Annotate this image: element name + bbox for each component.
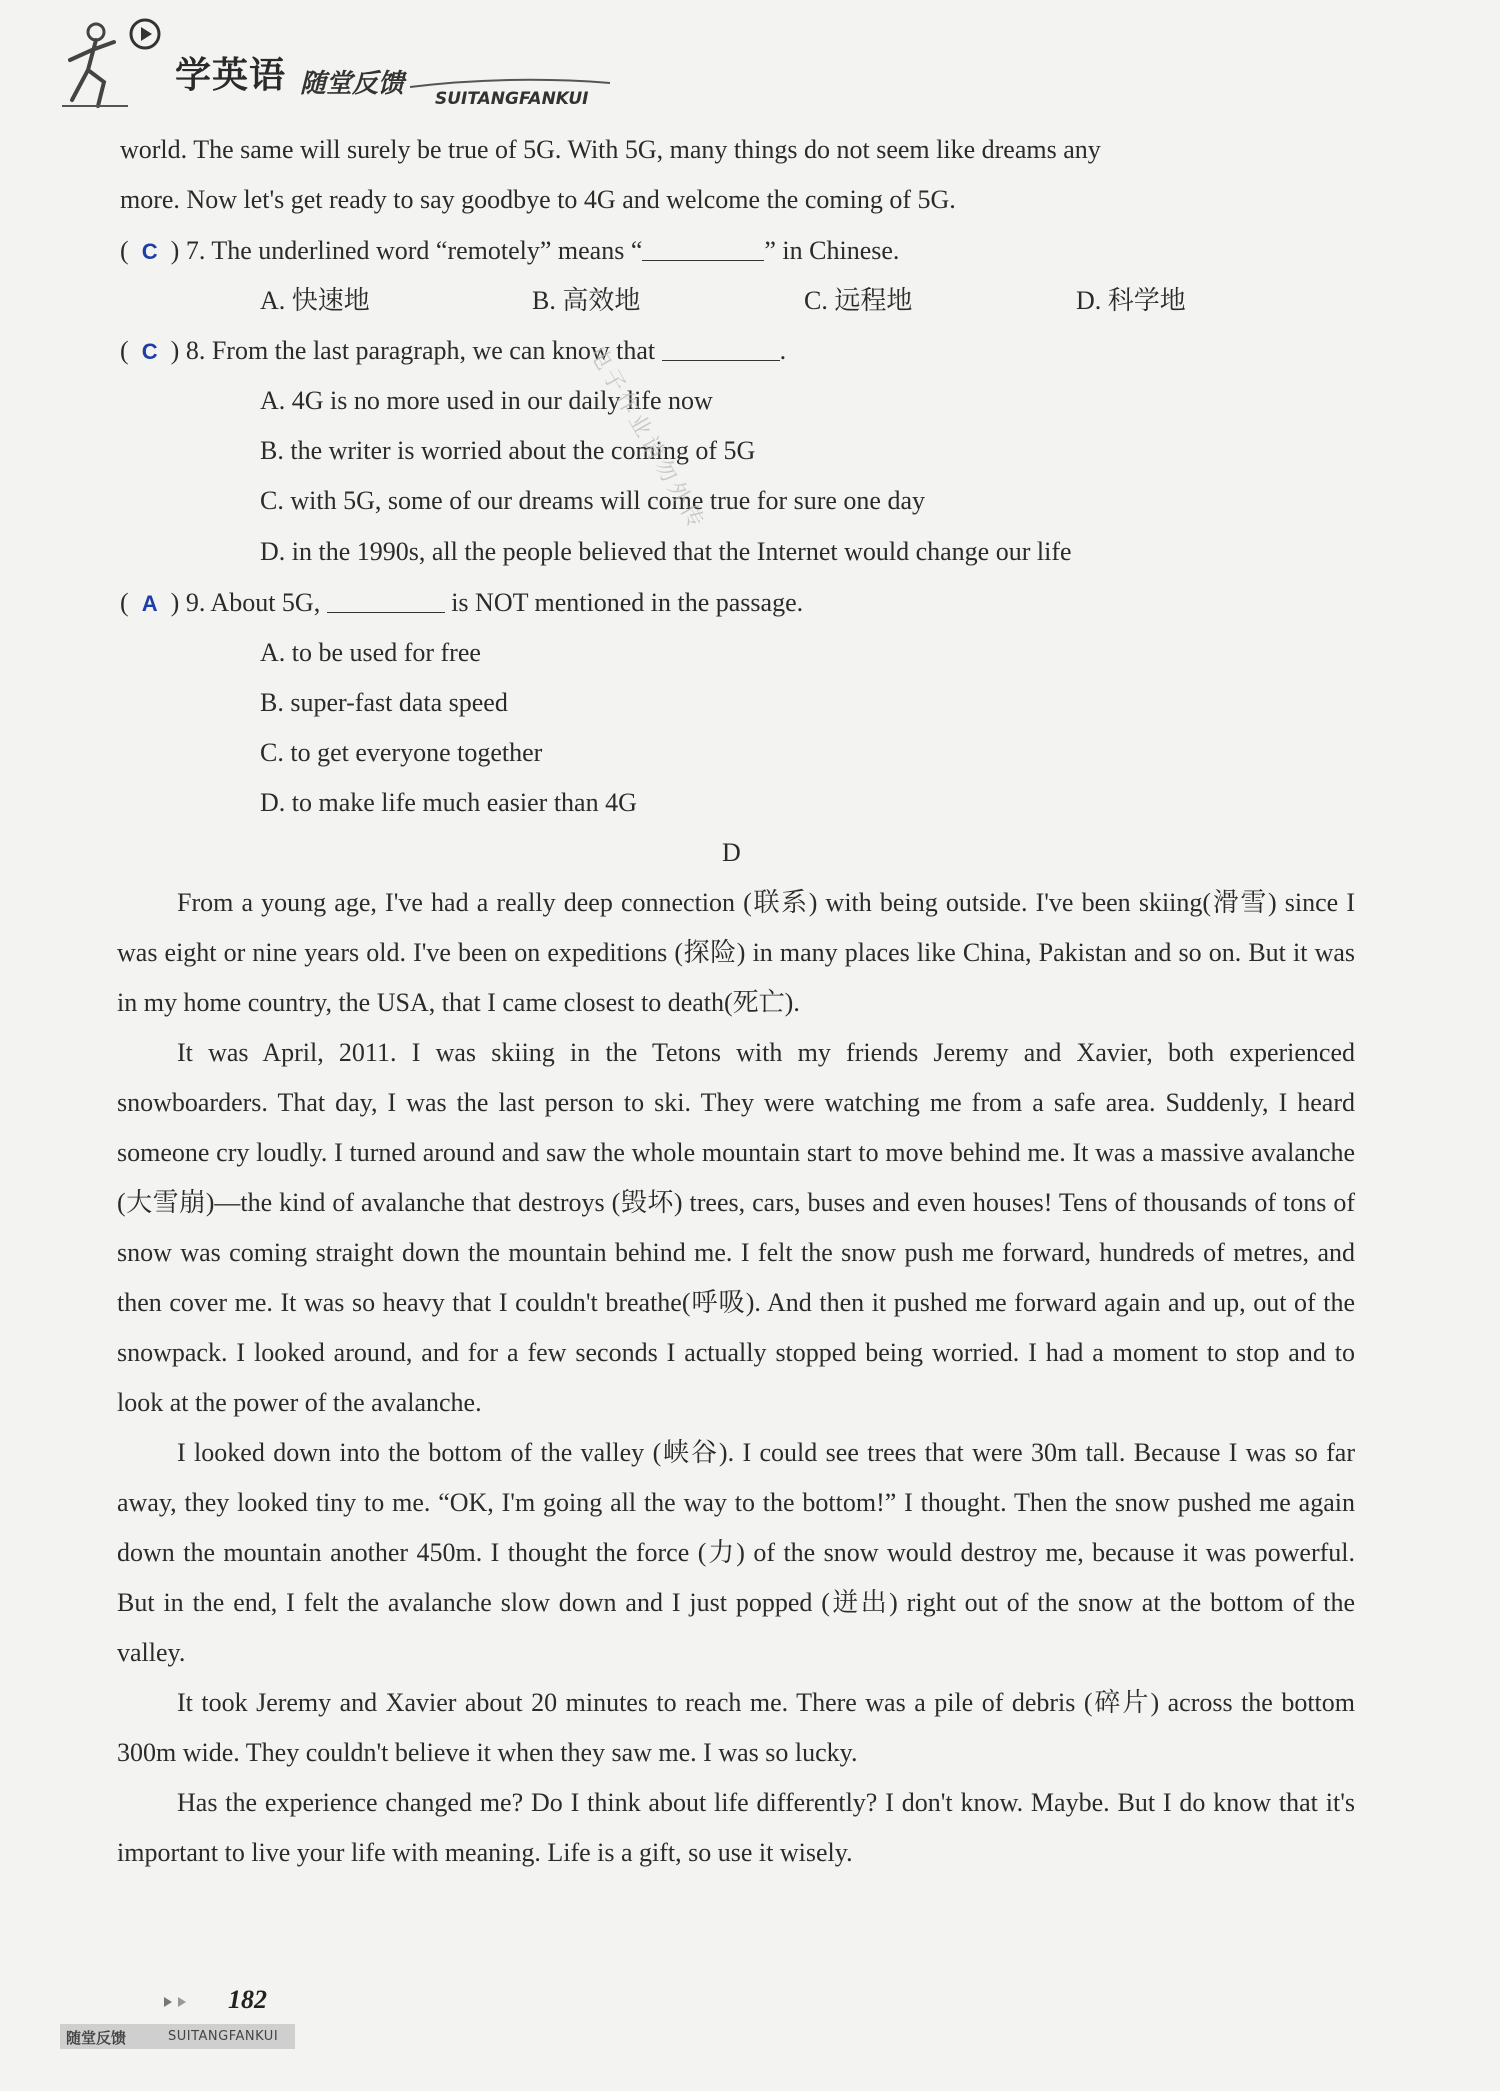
footer-tag [60,2024,295,2049]
paragraph: It was April, 2011. I was skiing in the Tetons with my friends Jeremy and Xavier, both experienced snowboarders. That day, I was the last person to ski. They were watching me from a safe area. Suddenly, I heard someone cry loudly. I turned around and saw the whole mountain start to move behind me. It was a massive avalanche (大雪崩)—the kind of avalanche that destroys (毁坏) trees, cars, buses and even houses! Tens of thousands of tons of snow was coming straight down the mountain behind me. I felt the snow push me forward, hundreds of metres, and then cover me. It was so heavy that I couldn't breathe(呼吸). And then it pushed me forward again and up, out of the snowpack. I looked around, and for a few seconds I actually stopped being worried. I had a moment to stop and to look at the power of the avalanche. [117,1038,1355,1417]
passage-d [117,878,1355,1878]
answer-blank [327,582,445,613]
option-c: C. to get everyone together [260,738,543,767]
question-8: ( C ) 8. From the last paragraph, we can know that . [120,326,786,377]
answer-paren: ( [120,236,129,265]
answer-blank [642,230,764,261]
option-a: A. 4G is no more used in our daily life now [260,386,713,415]
question-stem-end: . [779,336,787,365]
paragraph: It took Jeremy and Xavier about 20 minutes to reach me. There was a pile of debris (碎片) across the bottom 300m wide. They couldn't believe it when they saw me. I was so lucky. [117,1688,1355,1767]
question-7: ( C ) 7. The underlined word “remotely” means “ ” in Chinese. [120,226,899,277]
header-subtitle: 随堂反馈 [300,69,405,99]
answer-blank [662,330,780,361]
paragraph: From a young age, I've had a really deep connection (联系) with being outside. I've been skiing(滑雪) since I was eight or nine years old. I've been on expeditions (探险) in many places like China, Pakistan and so on. But it was in my home country, the USA, that I came closest to death(死亡). [117,888,1355,1017]
play-icon [128,17,162,51]
option-a: A. to be used for free [260,638,481,667]
page-number: 182 [228,1985,267,2014]
option-b: B. super-fast data speed [260,688,508,717]
answer-9: A [141,591,158,616]
option-c: C. with 5G, some of our dreams will come true for sure one day [260,486,926,515]
paragraph: Has the experience changed me? Do I think about life differently? I don't know. Maybe. But I do know that it's important to live your life with meaning. Life is a gift, so use it wisely. [117,1788,1355,1867]
question-7-options [260,276,1348,326]
option-d: D. to make life much easier than 4G [260,788,637,817]
paragraph: I looked down into the bottom of the valley (峡谷). I could see trees that were 30m tall. Because I was so far away, they looked tiny to me. “OK, I'm going all the way to the bottom!” I thought. Then the snow pushed me again down the mountain another 450m. I thought the force (力) of the snow would destroy me, because it was powerful. But in the end, I felt the avalanche slow down and I just popped (迸出) right out of the snow at the bottom of the valley. [117,1438,1355,1667]
option-b: B. the writer is worried about the coming of 5G [260,436,756,465]
question-stem-end: is NOT mentioned in the passage. [451,588,804,617]
question-stem-end: ” in Chinese. [764,236,900,265]
runner-logo-icon [58,20,138,110]
footer-tag-cn: 随堂反馈 [66,2029,127,2047]
question-number: 8. [185,336,206,365]
question-stem: From the last paragraph, we can know that [211,336,656,365]
section-heading: D [722,838,741,867]
header-swoosh-icon [410,77,610,89]
header-title: 学英语 [175,55,287,96]
answer-8: C [141,339,158,364]
option-c: C. 远程地 [804,286,913,315]
option-a: A. 快速地 [260,286,370,315]
answer-7: C [141,239,158,264]
option-d: D. 科学地 [1076,286,1186,315]
option-d: D. in the 1990s, all the people believed that the Internet would change our life [260,537,1072,566]
passage-c-line-2: more. Now let's get ready to say goodbye to 4G and welcome the coming of 5G. [120,185,956,214]
question-number: 7. [185,236,206,265]
question-stem: The underlined word “remotely” means “ [211,236,643,265]
watermark: 电子作业请勿外传 [584,342,710,536]
page-arrow-icon [162,1994,222,2010]
question-stem: About 5G, [210,588,321,617]
option-b: B. 高效地 [532,286,641,315]
question-number: 9. [185,588,206,617]
question-9: ( A ) 9. About 5G, is NOT mentioned in the passage. [120,578,803,629]
header [50,15,610,110]
passage-c-line-1: world. The same will surely be true of 5G. With 5G, many things do not seem like dreams any [120,135,1101,164]
header-pinyin: SUITANGFANKUI [435,89,589,109]
footer-tag-pinyin: SUITANGFANKUI [168,2029,279,2044]
